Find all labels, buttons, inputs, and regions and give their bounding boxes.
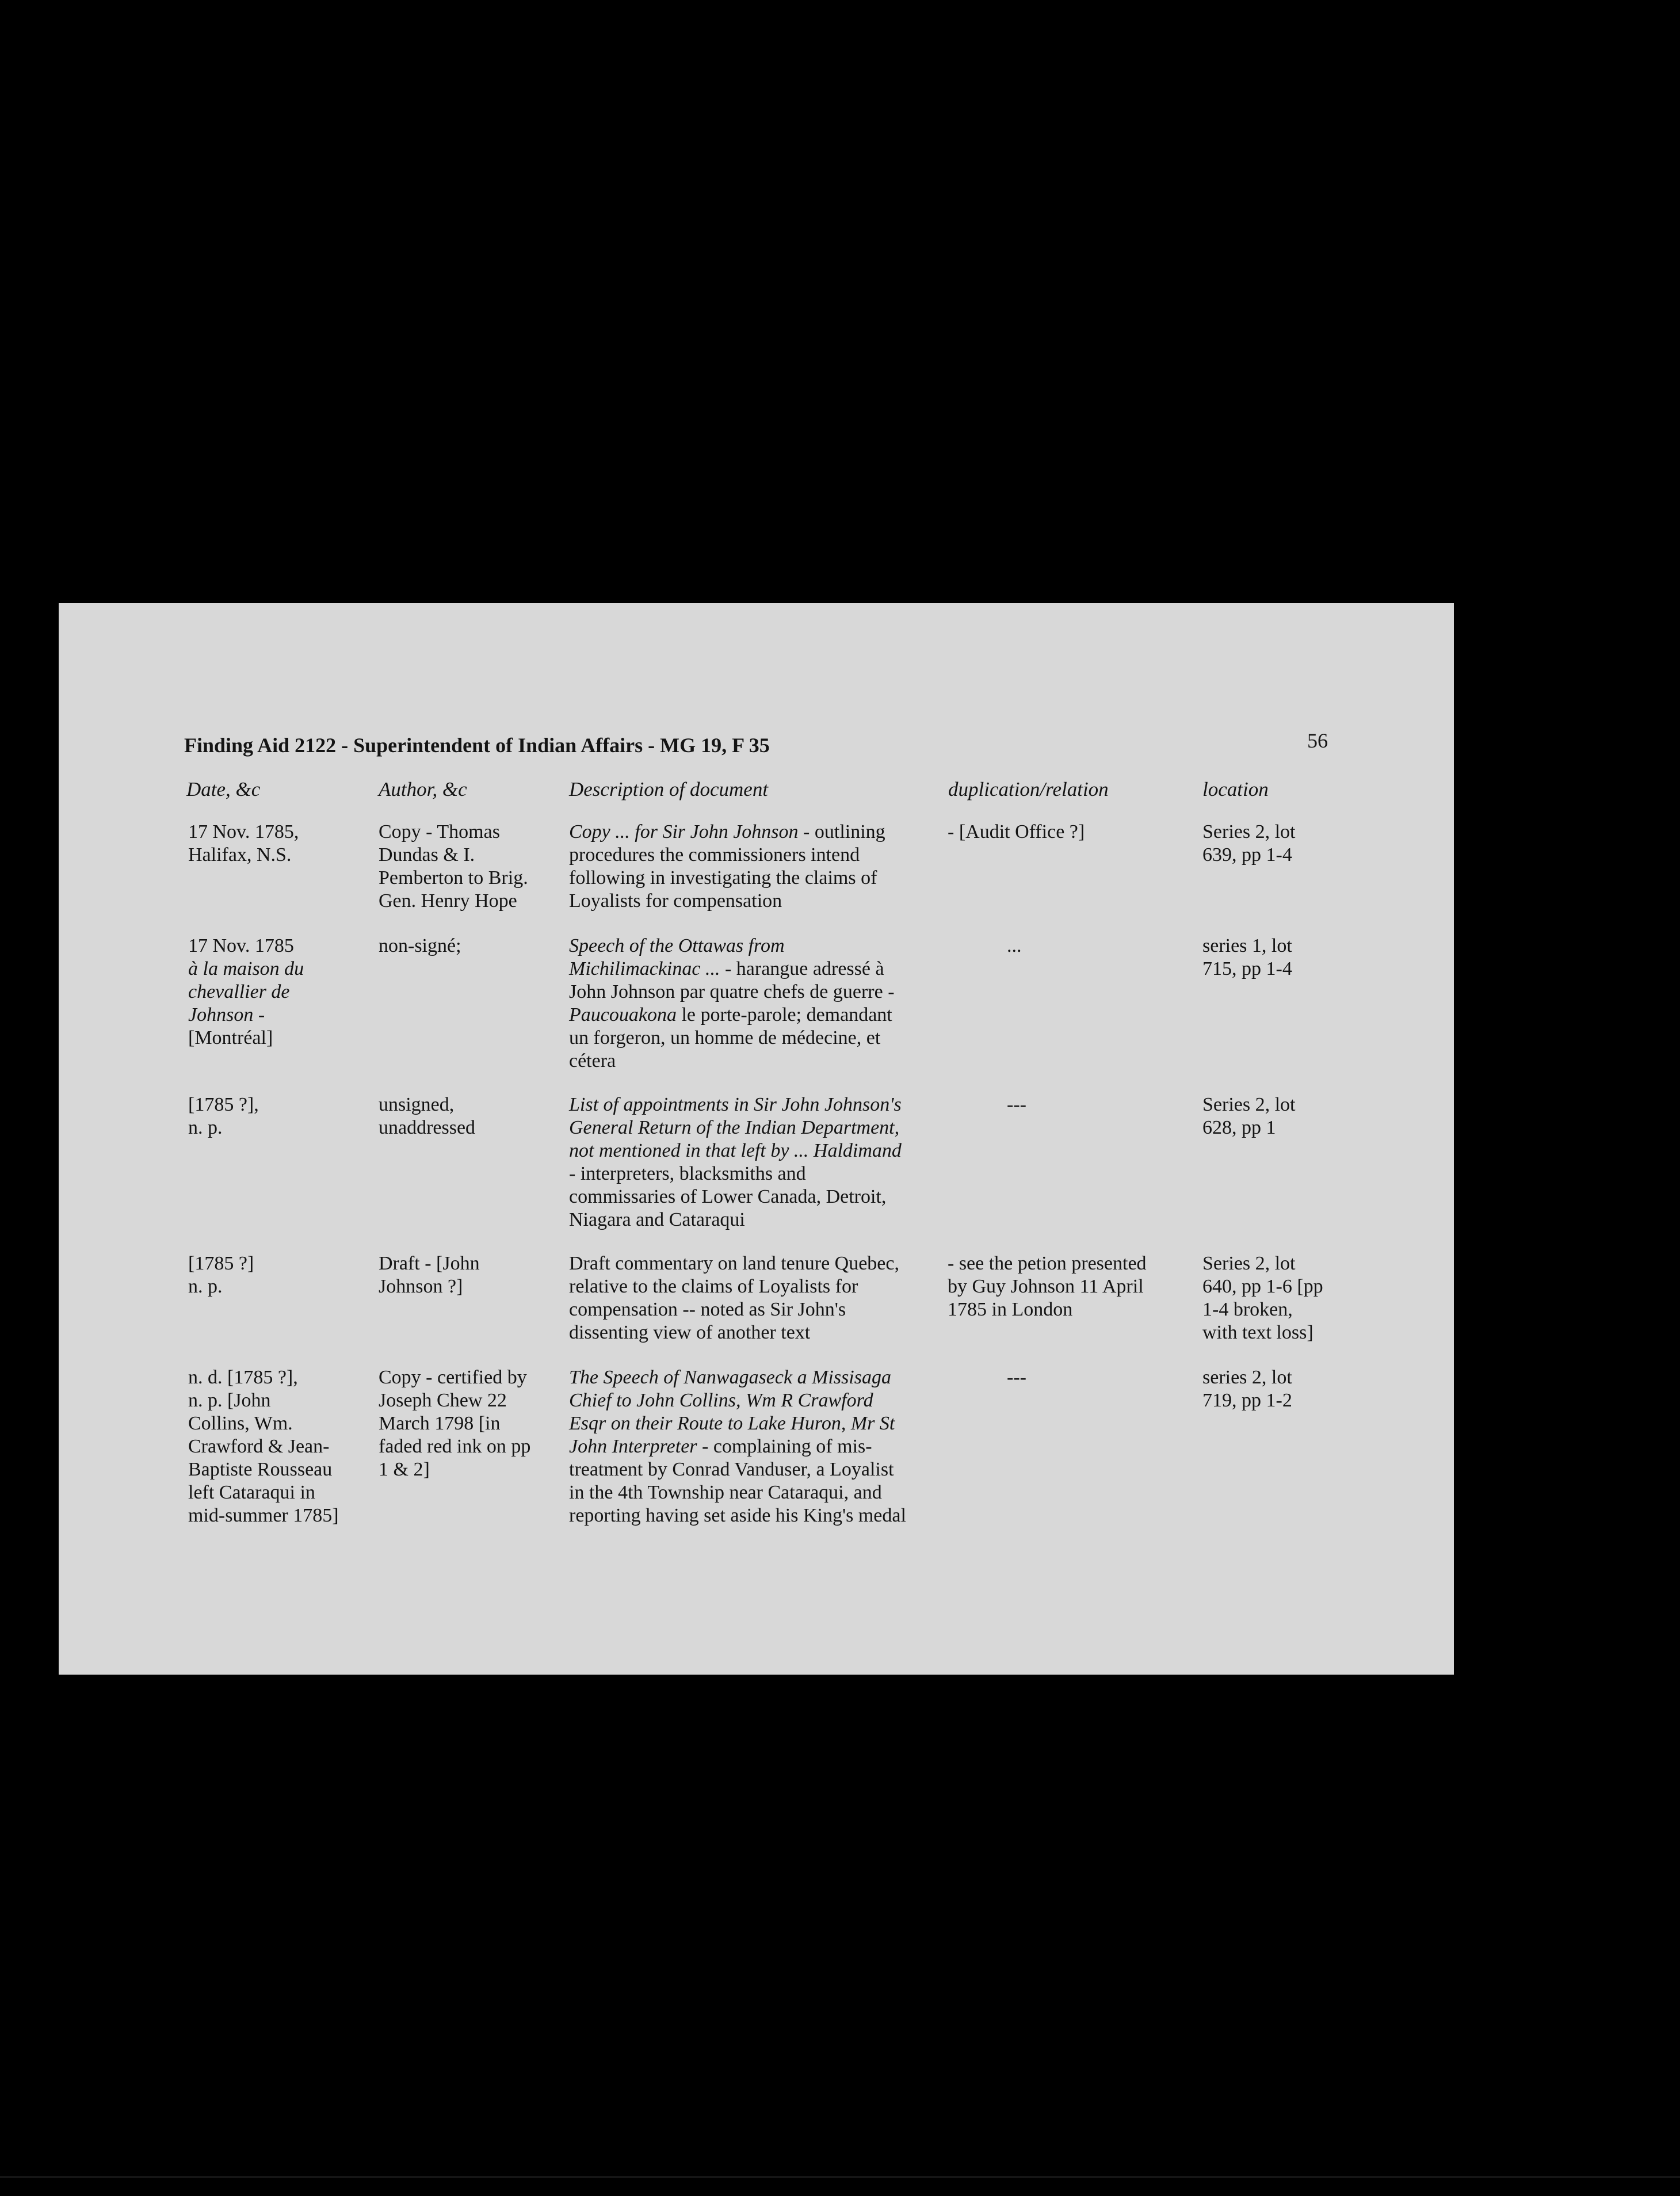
location-cell: [1202, 1093, 1295, 1139]
cell-line: procedures the commissioners intend: [569, 844, 860, 866]
cell-line: Halifax, N.S.: [188, 844, 292, 866]
cell-line: chevallier de: [188, 981, 290, 1002]
cell-line: Joseph Chew 22: [379, 1390, 507, 1411]
cell-line: ...: [1007, 935, 1022, 956]
date-cell: [188, 1093, 259, 1139]
cell-line: treatment by Conrad Vanduser, a Loyalist: [569, 1459, 894, 1480]
cell-line: 628, pp 1: [1202, 1117, 1276, 1138]
scan-edge-line: [0, 2176, 1680, 2178]
cell-line: unsigned,: [379, 1094, 455, 1115]
page-title: Finding Aid 2122 - Superintendent of Indian Affairs - MG 19, F 35: [184, 734, 770, 757]
text-run: le porte-parole; demandant: [676, 1004, 892, 1025]
cell-line: [1785 ?],: [188, 1094, 259, 1115]
cell-line: dissenting view of another text: [569, 1322, 811, 1343]
location-cell: [1202, 821, 1295, 867]
cell-line: John Johnson par quatre chefs de guerre -: [569, 981, 895, 1002]
cell-line: Copy - certified by: [379, 1367, 527, 1388]
cell-line: [1785 ?]: [188, 1253, 254, 1274]
column-header-description: Description of document: [569, 778, 769, 800]
cell-line: ---: [1007, 1367, 1026, 1388]
cell-line: 719, pp 1-2: [1202, 1390, 1292, 1411]
author-cell: [379, 935, 461, 958]
cell-line: left Cataraqui in: [188, 1482, 315, 1503]
cell-line: Series 2, lot: [1202, 821, 1296, 842]
location-cell: [1202, 935, 1292, 981]
cell-line: 639, pp 1-4: [1202, 844, 1292, 866]
cell-line: à la maison du: [188, 958, 304, 979]
italic-title: John Interpreter: [569, 1436, 697, 1457]
document-page: [59, 603, 1454, 1675]
cell-line: The Speech of Nanwagaseck a Missisaga: [569, 1367, 891, 1388]
text-run: - complaining of mis-: [697, 1436, 872, 1457]
cell-line: - [Audit Office ?]: [948, 821, 1085, 842]
date-cell: [188, 1366, 339, 1527]
cell-line: Speech of the Ottawas from: [569, 935, 785, 956]
cell-line: 17 Nov. 1785,: [188, 821, 299, 842]
cell-line: Niagara and Cataraqui: [569, 1209, 745, 1230]
cell-line: non-signé;: [379, 935, 461, 956]
cell-line: Series 2, lot: [1202, 1253, 1296, 1274]
cell-line: un forgeron, un homme de médecine, et: [569, 1027, 881, 1049]
description-cell: [569, 1366, 906, 1527]
cell-line: n. p.: [188, 1117, 223, 1138]
cell-line: Esqr on their Route to Lake Huron, Mr St: [569, 1413, 895, 1434]
cell-line: unaddressed: [379, 1117, 476, 1138]
date-cell: [188, 821, 299, 867]
cell-line: [569, 958, 895, 981]
cell-line: Johnson ?]: [379, 1276, 463, 1297]
cell-line: n. p.: [188, 1276, 223, 1297]
cell-line: List of appointments in Sir John Johnson's: [569, 1094, 902, 1115]
cell-line: not mentioned in that left by ... Haldimand: [569, 1140, 902, 1161]
cell-line: series 1, lot: [1202, 935, 1292, 956]
cell-line: Chief to John Collins, Wm R Crawford: [569, 1390, 873, 1411]
cell-line: faded red ink on pp: [379, 1436, 531, 1457]
cell-line: Draft - [John: [379, 1253, 480, 1274]
text-run: - harangue adressé à: [720, 958, 884, 979]
author-cell: [379, 1252, 480, 1298]
cell-line: 640, pp 1-6 [pp: [1202, 1276, 1323, 1297]
cell-line: - see the petion presented: [948, 1253, 1147, 1274]
cell-line: Loyalists for compensation: [569, 890, 782, 912]
cell-line: 1-4 broken,: [1202, 1299, 1293, 1320]
cell-line: General Return of the Indian Department,: [569, 1117, 900, 1138]
description-cell: [569, 1093, 902, 1232]
relation-cell: [948, 1252, 1147, 1321]
description-cell: [569, 821, 885, 913]
author-cell: [379, 1093, 475, 1139]
cell-line: Draft commentary on land tenure Quebec,: [569, 1253, 899, 1274]
cell-line: Johnson -: [188, 1004, 265, 1025]
location-cell: [1202, 1252, 1323, 1344]
cell-line: Collins, Wm.: [188, 1413, 293, 1434]
cell-line: Crawford & Jean-: [188, 1436, 330, 1457]
cell-line: in the 4th Township near Cataraqui, and: [569, 1482, 882, 1503]
cell-line: commissaries of Lower Canada, Detroit,: [569, 1186, 887, 1207]
italic-title: Copy ... for Sir John Johnson: [569, 821, 799, 842]
cell-line: Pemberton to Brig.: [379, 867, 528, 889]
italic-title: Michilimackinac ...: [569, 958, 720, 979]
cell-line: compensation -- noted as Sir John's: [569, 1299, 846, 1320]
cell-line: 1785 in London: [948, 1299, 1073, 1320]
cell-line: series 2, lot: [1202, 1367, 1292, 1388]
column-header-date: Date, &c: [186, 778, 261, 800]
cell-line: 1 & 2]: [379, 1459, 430, 1480]
cell-line: [569, 821, 885, 844]
cell-line: ---: [1007, 1094, 1026, 1115]
column-header-author: Author, &c: [379, 778, 467, 800]
cell-line: following in investigating the claims of: [569, 867, 877, 889]
cell-line: n. p. [John: [188, 1390, 271, 1411]
cell-line: 17 Nov. 1785: [188, 935, 294, 956]
cell-line: Dundas & I.: [379, 844, 475, 866]
relation-cell: [948, 821, 1085, 844]
description-cell: [569, 1252, 899, 1344]
cell-line: [Montréal]: [188, 1027, 273, 1049]
cell-line: 715, pp 1-4: [1202, 958, 1292, 979]
cell-line: March 1798 [in: [379, 1413, 501, 1434]
cell-line: relative to the claims of Loyalists for: [569, 1276, 858, 1297]
location-cell: [1202, 1366, 1292, 1412]
column-header-relation: duplication/relation: [948, 778, 1109, 800]
author-cell: [379, 1366, 530, 1481]
cell-line: Gen. Henry Hope: [379, 890, 517, 912]
relation-cell: [1007, 935, 1022, 958]
date-cell: [188, 1252, 254, 1298]
column-header-location: location: [1202, 778, 1269, 800]
relation-cell: [1007, 1093, 1026, 1116]
page-number: 56: [1307, 729, 1328, 752]
date-cell: [188, 935, 304, 1050]
cell-line: - interpreters, blacksmiths and: [569, 1163, 806, 1184]
cell-line: [569, 1435, 906, 1458]
cell-line: n. d. [1785 ?],: [188, 1367, 298, 1388]
cell-line: Series 2, lot: [1202, 1094, 1296, 1115]
cell-line: cétera: [569, 1050, 616, 1072]
italic-title: Paucouakona: [569, 1004, 677, 1025]
cell-line: Copy - Thomas: [379, 821, 500, 842]
text-run: - outlining: [798, 821, 885, 842]
cell-line: by Guy Johnson 11 April: [948, 1276, 1144, 1297]
cell-line: mid-summer 1785]: [188, 1505, 339, 1526]
cell-line: with text loss]: [1202, 1322, 1314, 1343]
cell-line: Baptiste Rousseau: [188, 1459, 333, 1480]
author-cell: [379, 821, 528, 913]
relation-cell: [1007, 1366, 1026, 1389]
cell-line: reporting having set aside his King's medal: [569, 1505, 906, 1526]
description-cell: [569, 935, 895, 1073]
cell-line: [569, 1004, 895, 1027]
